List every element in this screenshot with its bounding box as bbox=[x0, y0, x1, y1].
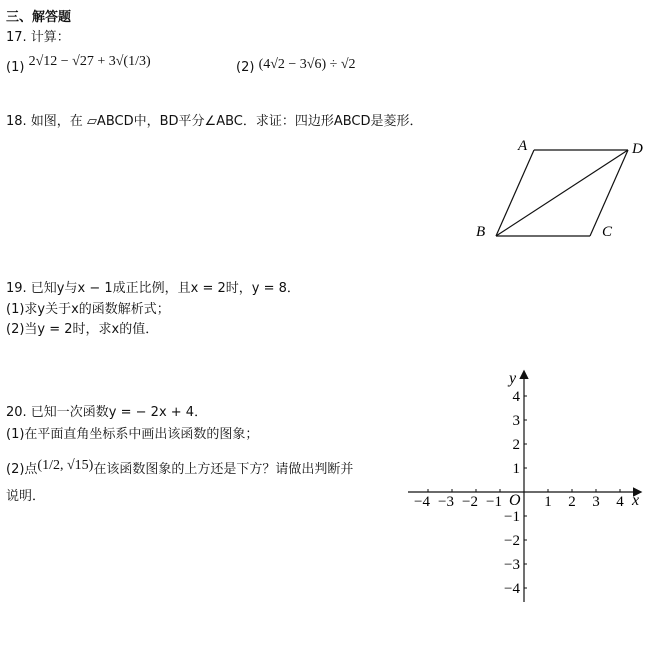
q17-number: 17. 计算： bbox=[6, 30, 70, 45]
y-tick-label: −2 bbox=[504, 533, 520, 549]
y-axis-label: y bbox=[509, 370, 517, 387]
q17-part1-expr: 2√12 − √27 + 3√(1/3) bbox=[28, 54, 151, 69]
x-tick-label: 2 bbox=[568, 494, 576, 510]
q20-line3 bbox=[6, 458, 353, 478]
q19-line3: (2)当y = 2时，求x的值． bbox=[6, 322, 159, 337]
y-tick-label: 3 bbox=[512, 413, 520, 429]
vertex-b-label: B bbox=[476, 224, 486, 240]
origin-label: O bbox=[509, 492, 521, 509]
coordinate-axes bbox=[400, 362, 650, 607]
rhombus-figure bbox=[470, 132, 650, 244]
x-tick-label: −4 bbox=[414, 494, 430, 510]
q20-line3-suffix: 在该函数图象的上方还是下方？请做出判断并 bbox=[93, 462, 354, 477]
q19-line1: 19. 已知y与x − 1成正比例，且x = 2时，y = 8． bbox=[6, 281, 300, 296]
y-tick-label: −1 bbox=[504, 509, 520, 525]
y-tick-label: 2 bbox=[512, 437, 520, 453]
vertex-a-label: A bbox=[518, 138, 528, 154]
q20-line4: 说明． bbox=[6, 489, 46, 504]
y-tick-label: −4 bbox=[504, 581, 520, 597]
q17-part1 bbox=[6, 54, 151, 76]
q20-point: (1/2, √15) bbox=[37, 458, 94, 473]
section-title: 三、解答题 bbox=[6, 10, 72, 25]
vertex-d-label: D bbox=[632, 141, 643, 157]
x-tick-label: −1 bbox=[486, 494, 502, 510]
q20-line3-prefix: (2)点 bbox=[6, 462, 38, 477]
y-tick-label: 1 bbox=[512, 461, 520, 477]
q17-part1-label: (1) bbox=[6, 60, 25, 75]
q20-line1: 20. 已知一次函数y = − 2x + 4． bbox=[6, 405, 208, 420]
x-tick-label: 4 bbox=[616, 494, 624, 510]
y-tick-label: −3 bbox=[504, 557, 520, 573]
y-tick-label: 4 bbox=[512, 389, 520, 405]
x-tick-label: 1 bbox=[544, 494, 552, 510]
x-tick-label: −3 bbox=[438, 494, 454, 510]
q17-part2-label: (2) bbox=[236, 60, 255, 75]
vertex-c-label: C bbox=[602, 224, 613, 240]
x-tick-label: 3 bbox=[592, 494, 600, 510]
q18-text: 18. 如图，在 ▱ABCD中，BD平分∠ABC．求证：四边形ABCD是菱形． bbox=[6, 114, 423, 129]
x-tick-label: −2 bbox=[462, 494, 478, 510]
q17-part2 bbox=[236, 57, 356, 76]
q17-part2-expr: (4√2 − 3√6) ÷ √2 bbox=[258, 57, 356, 72]
q20-line2: (1)在平面直角坐标系中画出该函数的图象； bbox=[6, 427, 259, 442]
x-axis-label: x bbox=[632, 492, 640, 509]
q19-line2: (1)求y关于x的函数解析式； bbox=[6, 302, 170, 317]
